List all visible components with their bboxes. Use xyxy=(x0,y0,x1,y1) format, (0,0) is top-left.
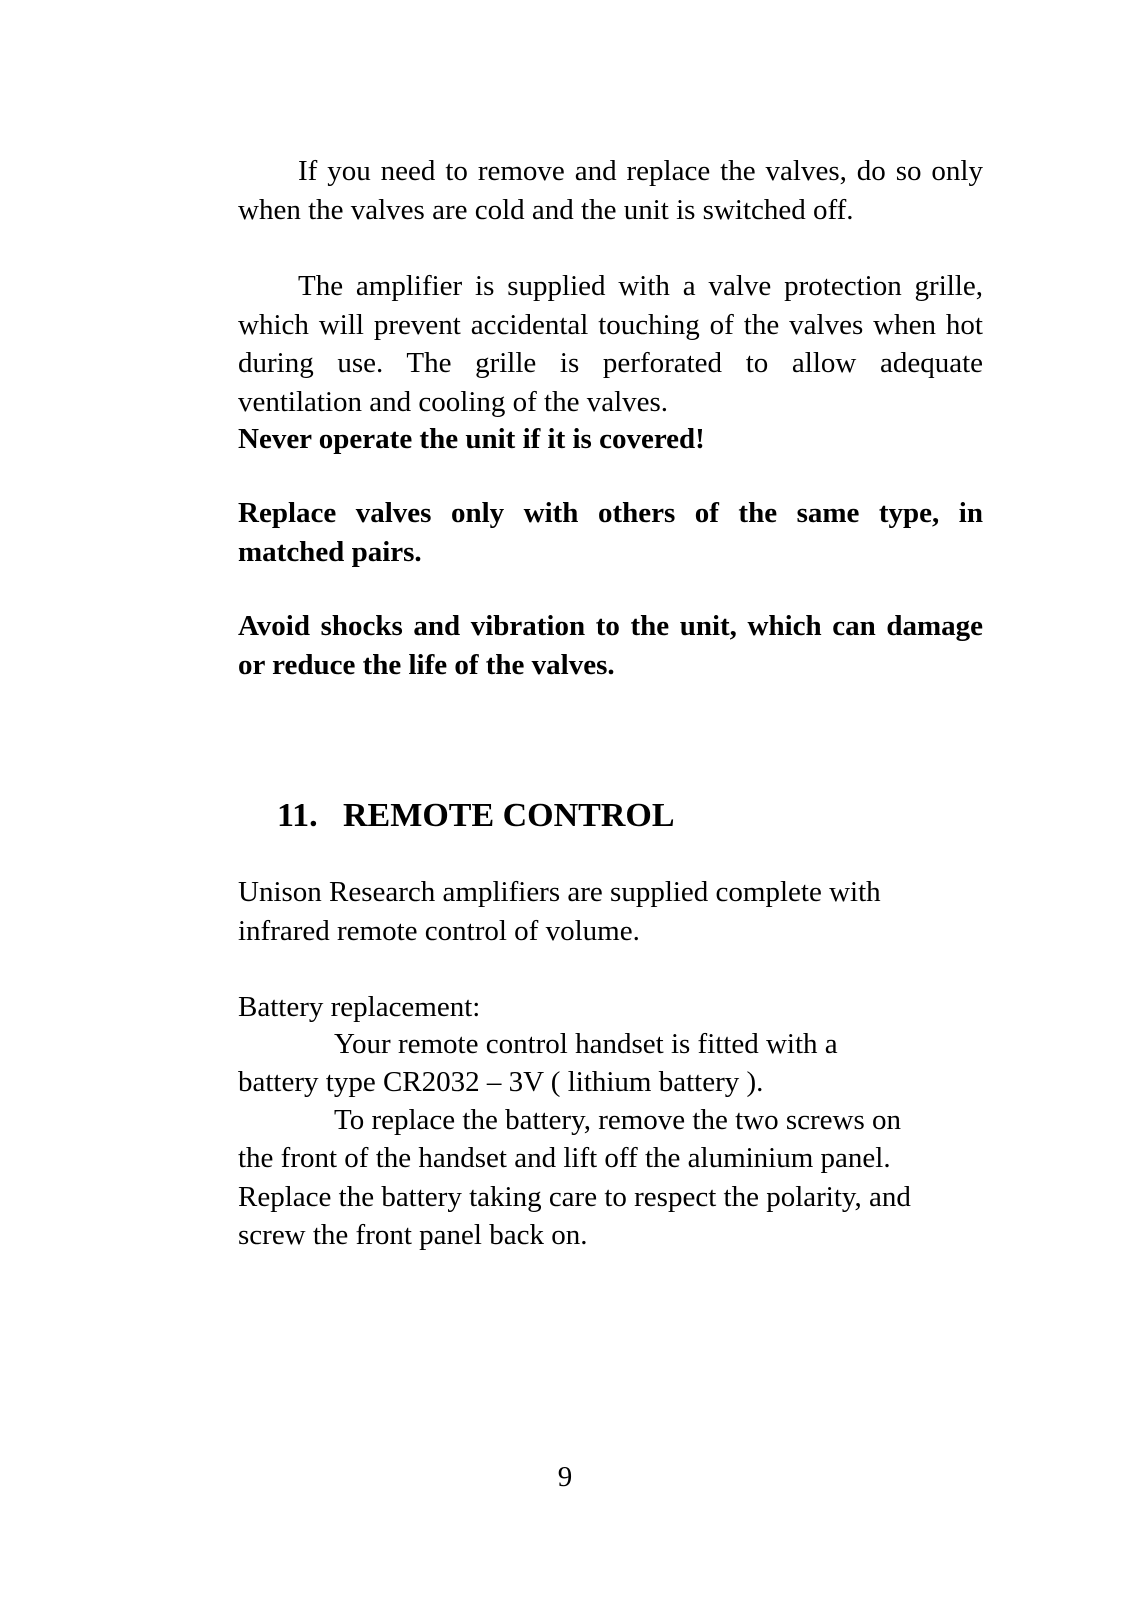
section-title: REMOTE CONTROL xyxy=(343,797,675,834)
valve-removal-paragraph: If you need to remove and replace the valves, do so only when the valves are cold and the unit is switched off. xyxy=(238,155,983,226)
section-heading xyxy=(277,794,675,838)
battery-replacement-label: Battery replacement: xyxy=(238,991,481,1023)
page-number: 9 xyxy=(557,1461,573,1493)
warning-covered: Never operate the unit if it is covered! xyxy=(238,423,705,455)
battery-type-line-1: Your remote control handset is fitted with a xyxy=(334,1028,838,1060)
battery-type-line-2: battery type CR2032 – 3V ( lithium battery ). xyxy=(238,1066,764,1098)
section-number: 11. xyxy=(277,797,318,834)
warning-replace-valves: Replace valves only with others of the same type, in matched pairs. xyxy=(238,497,983,568)
battery-replace-instructions: the front of the handset and lift off the aluminium panel. Replace the battery taking care to respect the polarity, and screw the front panel back on. xyxy=(238,1142,911,1251)
remote-intro-paragraph: Unison Research amplifiers are supplied complete with infrared remote control of volume. xyxy=(238,876,881,947)
protection-grille-paragraph: The amplifier is supplied with a valve protection grille, which will prevent accidental touching of the valves when hot during use. The grille is perforated to allow adequate ventilation and cooling of the valves. xyxy=(238,270,983,418)
battery-replace-line-1: To replace the battery, remove the two screws on xyxy=(334,1104,902,1136)
warning-shocks: Avoid shocks and vibration to the unit, which can damage or reduce the life of the valves. xyxy=(238,610,983,681)
